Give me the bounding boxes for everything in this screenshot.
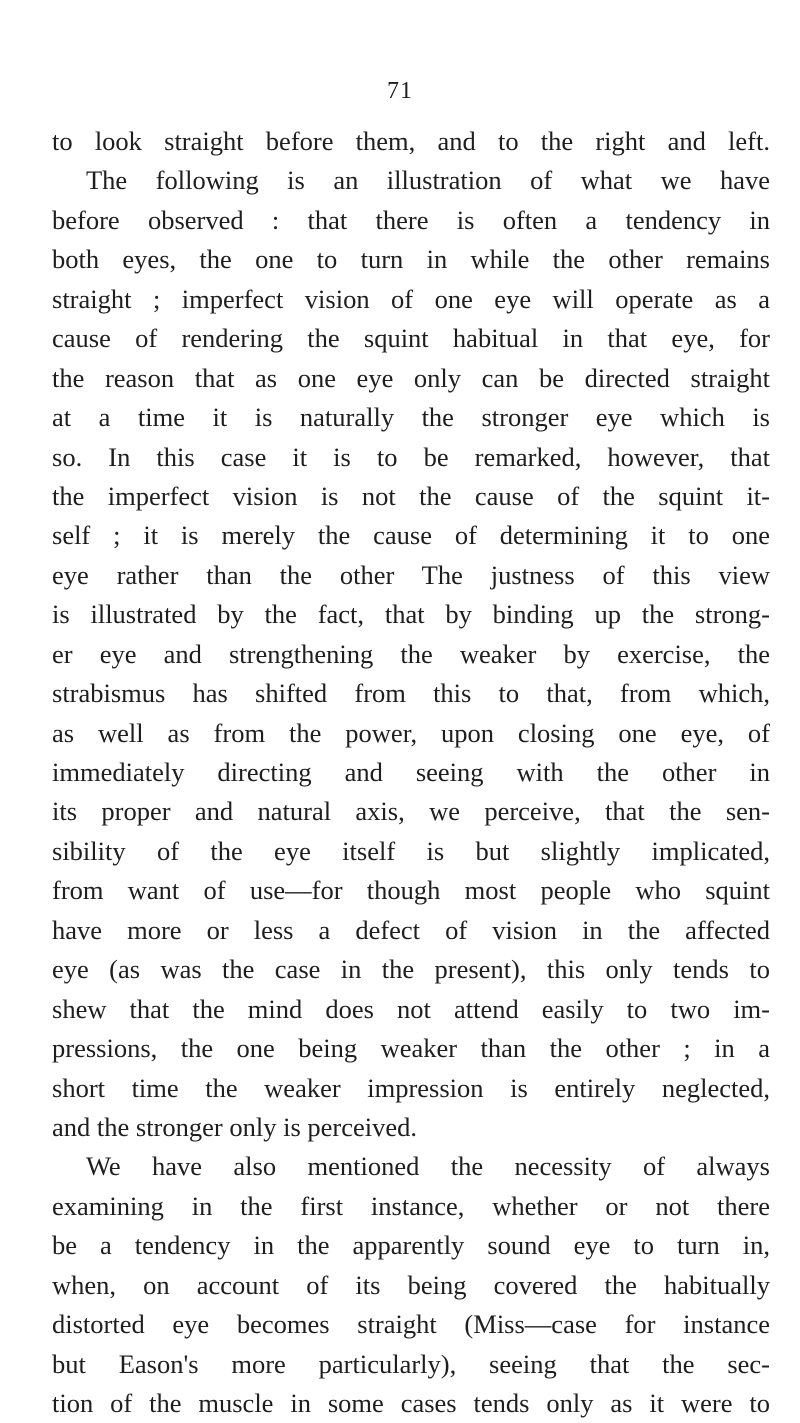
text-line: both eyes, the one to turn in while the other remains bbox=[52, 244, 770, 275]
text-line: its proper and natural axis, we perceive, that the sen- bbox=[52, 796, 770, 827]
text-line: the reason that as one eye only can be directed straight bbox=[52, 362, 770, 393]
text-line: short time the weaker impression is entirely neglected, bbox=[52, 1072, 770, 1103]
text-line: The following is an illustration of what we have bbox=[86, 165, 770, 196]
text-line: shew that the mind does not attend easily to two im- bbox=[52, 993, 770, 1024]
text-line: distorted eye becomes straight (Miss—case for instance bbox=[52, 1309, 770, 1340]
body-text bbox=[52, 122, 770, 1423]
text-line: cause of rendering the squint habitual in that eye, for bbox=[52, 323, 770, 354]
text-line: at a time it is naturally the stronger eye which is bbox=[52, 402, 770, 433]
text-line: the imperfect vision is not the cause of the squint it- bbox=[52, 480, 770, 511]
text-line: tion of the muscle in some cases tends only as it were to bbox=[52, 1388, 770, 1418]
text-line: eye rather than the other The justness of this view bbox=[52, 559, 770, 590]
text-line: examining in the first instance, whether or not there bbox=[52, 1190, 770, 1221]
text-line: sibility of the eye itself is but slightly implicated, bbox=[52, 835, 770, 866]
text-line: immediately directing and seeing with the other in bbox=[52, 757, 770, 787]
text-line: strabismus has shifted from this to that, from which, bbox=[52, 678, 770, 709]
text-line: before observed : that there is often a tendency in bbox=[52, 204, 770, 235]
text-line: to look straight before them, and to the right and left. bbox=[52, 126, 770, 156]
text-line: when, on account of its being covered the habitually bbox=[52, 1269, 770, 1300]
text-line: be a tendency in the apparently sound eye to turn in, bbox=[52, 1230, 770, 1261]
text-line: eye (as was the case in the present), this only tends to bbox=[52, 954, 770, 985]
text-line: pressions, the one being weaker than the other ; in a bbox=[52, 1033, 770, 1064]
page-number: 71 bbox=[387, 78, 413, 104]
text-line: is illustrated by the fact, that by binding up the strong- bbox=[52, 599, 770, 630]
text-line: so. In this case it is to be remarked, however, that bbox=[52, 441, 770, 472]
text-line: self ; it is merely the cause of determining it to one bbox=[52, 520, 770, 551]
text-line: er eye and strengthening the weaker by exercise, the bbox=[52, 638, 770, 669]
text-line: and the stronger only is perceived. bbox=[52, 1111, 417, 1142]
text-line: have more or less a defect of vision in the affected bbox=[52, 914, 770, 945]
text-line: We have also mentioned the necessity of always bbox=[86, 1151, 770, 1182]
text-line: but Eason's more particularly), seeing that the sec- bbox=[52, 1348, 770, 1379]
text-line: as well as from the power, upon closing one eye, of bbox=[52, 717, 770, 748]
text-line: from want of use—for though most people who squint bbox=[52, 875, 770, 906]
text-line: straight ; imperfect vision of one eye will operate as a bbox=[52, 283, 770, 314]
